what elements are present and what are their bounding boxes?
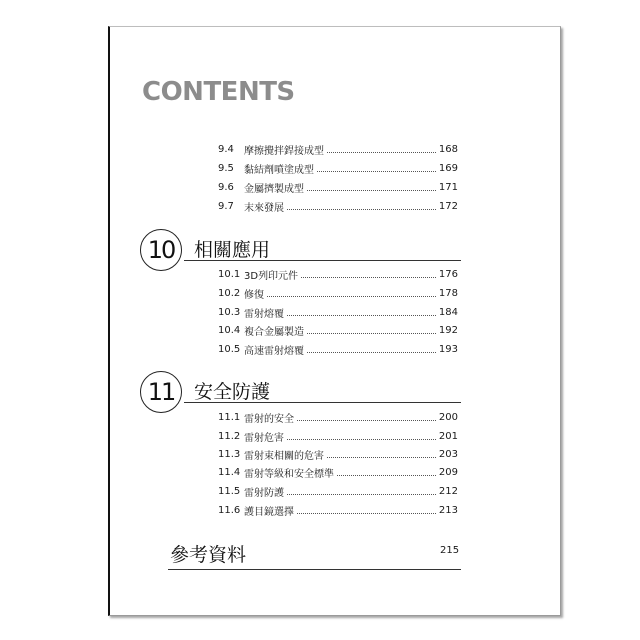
toc-entry-11-2 [218,428,458,444]
chapter-10-number-circle: 10 [140,229,182,271]
toc-entry-11-1 [218,409,458,425]
entry-page: 212 [438,485,458,497]
toc-entry-10-5 [218,341,458,357]
toc-entry-10-2 [218,285,458,301]
chapter-10-underline [184,260,461,261]
chapter-11-title: 安全防護 [194,381,271,403]
entry-title: 金屬擠製成型 [244,183,304,195]
entry-number: 9.6 [218,181,234,193]
dot-leader [317,170,436,172]
entry-title: 雷射的安全 [244,413,294,425]
dot-leader [297,512,436,514]
toc-entry-10-1 [218,266,458,282]
entry-title: 雷射熔覆 [244,308,284,320]
entry-page: 213 [438,504,458,516]
entry-page: 168 [438,143,458,155]
entry-page: 172 [438,200,458,212]
entry-title: 雷射束相關的危害 [244,450,324,462]
entry-number: 11.4 [218,466,241,478]
entry-title: 雷射等級和安全標準 [244,468,334,480]
book-page [108,26,561,616]
entry-page: 184 [438,306,458,318]
entry-page: 209 [438,466,458,478]
toc-entry-11-6 [218,502,458,518]
dot-leader [287,208,436,210]
references-page: 215 [440,545,460,556]
toc-entry-9-4 [218,141,458,157]
dot-leader [307,189,436,191]
entry-number: 10.4 [218,324,241,336]
entry-number: 9.5 [218,162,234,174]
entry-page: 178 [438,287,458,299]
entry-title: 高速雷射熔覆 [244,345,304,357]
entry-number: 11.2 [218,430,241,442]
toc-entry-11-3 [218,446,458,462]
chapter-11-number-circle: 11 [140,371,182,413]
entry-number: 11.6 [218,504,241,516]
entry-number: 11.1 [218,411,241,423]
chapter-10-title: 相關應用 [194,239,271,261]
entry-title: 黏結劑噴塗成型 [244,164,314,176]
dot-leader [307,332,436,334]
dot-leader [301,276,436,278]
entry-number: 10.5 [218,343,241,355]
entry-number: 10.3 [218,306,241,318]
dot-leader [287,493,436,495]
toc-entry-10-3 [218,304,458,320]
entry-number: 11.3 [218,448,241,460]
entry-page: 200 [438,411,458,423]
contents-heading: CONTENTS [142,77,295,107]
dot-leader [297,419,436,421]
entry-title: 雷射防護 [244,487,284,499]
entry-title: 3D列印元件 [244,270,299,282]
entry-number: 9.7 [218,200,234,212]
dot-leader [337,474,436,476]
entry-title: 末來發展 [244,202,284,214]
entry-page: 176 [438,268,458,280]
dot-leader [287,314,436,316]
entry-title: 護目鏡選擇 [244,506,294,518]
entry-title: 複合金屬製造 [244,326,304,338]
entry-number: 10.1 [218,268,241,280]
toc-entry-11-5 [218,483,458,499]
dot-leader [287,438,436,440]
entry-page: 171 [438,181,458,193]
toc-entry-11-4 [218,464,458,480]
dot-leader [327,151,436,153]
toc-entry-9-7 [218,198,458,214]
dot-leader [327,456,436,458]
references-underline [168,569,461,570]
references-title: 參考資料 [170,544,247,566]
entry-title: 修復 [244,289,264,301]
entry-page: 169 [438,162,458,174]
entry-number: 11.5 [218,485,241,497]
entry-number: 10.2 [218,287,241,299]
entry-page: 203 [438,448,458,460]
entry-title: 摩擦攪拌銲接成型 [244,145,324,157]
chapter-11-underline [184,402,461,403]
entry-number: 9.4 [218,143,234,155]
entry-page: 192 [438,324,458,336]
entry-title: 雷射危害 [244,432,284,444]
dot-leader [307,351,436,353]
toc-entry-9-5 [218,160,458,176]
dot-leader [267,295,436,297]
entry-page: 201 [438,430,458,442]
entry-page: 193 [438,343,458,355]
toc-entry-10-4 [218,322,458,338]
toc-entry-9-6 [218,179,458,195]
